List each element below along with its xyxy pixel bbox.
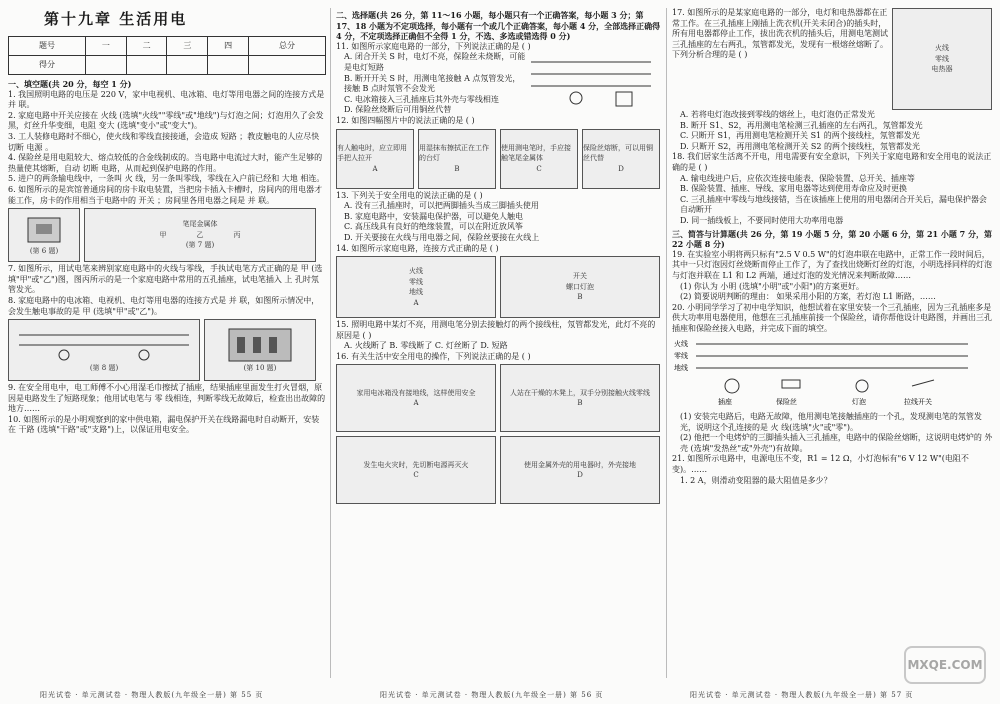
q16-figure-b (500, 364, 660, 432)
figure-7-subfigs (160, 230, 241, 241)
circuit-icon (14, 327, 194, 363)
option: B. 断开 S1、S2，再用测电笔检测三孔插座的左右两孔，氖管都发光 (680, 120, 923, 130)
option: D. 保险丝烧断后可用铜丝代替 (344, 105, 452, 115)
question-5: 5. 进户的两条输电线中，一条叫 火 线，另一条叫零线，零线在入户前已经和 大地 相连。 (8, 174, 325, 184)
score-header: 二 (126, 37, 167, 56)
question-6: 6. 如图所示的是宾馆普通房间的房卡取电装置，当把房卡插入卡槽时，房间内的用电器才能工作，房卡的作用相当于电路中的 开关 ；房间里各用电器之间是 并 联。 (8, 184, 323, 205)
component-label: 开关 (573, 272, 587, 281)
component-label: 电热器 (931, 65, 953, 74)
fig-letter: A (413, 298, 419, 307)
figure-row-8-10 (8, 319, 326, 381)
breaker-box-icon (225, 327, 295, 363)
score-row-label: 得分 (9, 56, 86, 75)
fig-letter: C (413, 471, 419, 480)
option: B. 保险装置、插座、导线、家用电器等达到使用寿命应及时更换 (680, 184, 907, 194)
subfig-label: 丙 (233, 230, 241, 239)
score-header: 总分 (248, 37, 325, 56)
figure-7 (84, 208, 316, 262)
question-11: 11. 如图所示家庭电路的一部分，下列说法正确的是 ( ) (336, 41, 531, 51)
fig-caption: 用湿抹布擦拭正在工作的台灯 (419, 143, 489, 163)
question-19: 19. 在实验室小明将两只标有"2.5 V 0.5 W"的灯泡串联在电路中，正常工作一段时间后，其中一只灯泡因灯丝烧断而停止工作了，为了查找出烧断灯丝的灯泡，小明选择同样的灯泡与灯泡并联在 L1 和 L2 两端，通过灯泡的发光情况来判断故障…… (672, 249, 992, 280)
figure-10-label: (第 10 题) (243, 363, 277, 372)
figure-row-6-7 (8, 208, 326, 262)
fig-caption: 使用金属外壳的用电器时，外壳接地 (524, 460, 636, 469)
q14-figure-a (336, 256, 496, 318)
fig-caption: 发生电火灾时，先切断电源再灭火 (363, 460, 469, 469)
option: C. 高压线具有良好的绝缘装置，可以在附近放风筝 (344, 222, 523, 232)
question-12: 12. 如图四幅图片中的说法正确的是 ( ) (336, 115, 475, 125)
section-header: 三、简答与计算题(共 26 分，第 19 小题 5 分，第 20 小题 6 分，第 21 小题 7 分，第 22 小题 8 分) (672, 228, 993, 250)
sub-question: (2) 简要说明判断的理由： 如果采用小阳的方案，若灯泡 L1 断路，…… (680, 292, 936, 302)
wire-label: 火线 (409, 266, 423, 275)
q17-block (672, 8, 994, 110)
option: A. 若将电灯泡改接到零线的熔丝上，电灯泡仍正常发光 (680, 110, 875, 119)
q17-text (672, 8, 892, 110)
fig-letter: B (454, 164, 460, 173)
circuit-diagram (672, 336, 972, 406)
figure-8 (8, 319, 200, 381)
component-label: 螺口灯泡 (566, 282, 594, 291)
sub-question: 1. 2 A，则滑动变阻器的最大阻值是多少？ (680, 475, 832, 485)
section-header: 二、选择题(共 26 分，第 11～16 小题，每小题只有一个正确答案，每小题 3 分；第 17、18 小题为不定项选择，每小题有一个或几个正确答案，每小题 4 分，全部选择正确得 4 分，不定项选择正确但不全得 1 分，不选、多选或错选得 0 分) (336, 10, 661, 42)
option: C. 只断开 S1，再用测电笔检测开关 S1 的两个接线柱，氖管都发光 (680, 131, 920, 141)
score-cell[interactable] (248, 56, 325, 75)
q14-figure-b (500, 256, 660, 318)
fig-letter: D (577, 471, 583, 480)
score-header: 三 (167, 37, 208, 56)
component-label: 灯泡 (852, 398, 866, 407)
option: A. 火线断了 B. 零线断了 C. 灯丝断了 D. 短路 (344, 341, 508, 351)
fig-letter: C (536, 164, 542, 173)
subfig-label: 甲 (159, 230, 167, 239)
question-9: 9. 在安全用电中，电工师傅不小心用湿毛巾擦拭了插座，结果插座里面发生打火冒烟，原因是电路发生了短路现象；他用试电笔与 零 线相连，判断零线无故障后，检查出出故障的地方…… (8, 383, 326, 414)
option: B. 断开开关 S 时，用测电笔接触 A 点氖管发光，接触 B 点时氖管不会发光 (344, 73, 521, 94)
fig-letter: A (372, 164, 378, 173)
page-footer: 阳光试卷 · 单元测试卷 · 物理人教版(九年级全一册) 第 55 页 (40, 691, 264, 699)
q16-figures (336, 364, 662, 504)
fig-caption: 保险丝熔断，可以用铜丝代替 (583, 143, 653, 163)
fig-caption: 家用电冰箱没有接地线，这样使用安全 (356, 388, 476, 397)
component-label: 保险丝 (776, 398, 797, 407)
circuit-diagram (526, 52, 656, 112)
page-footer: 阳光试卷 · 单元测试卷 · 物理人教版(九年级全一册) 第 56 页 (380, 691, 604, 699)
question-20: 20. 小明同学学习了初中电学知识，他想试着在家里安装一个三孔插座，因为三孔插座多是供大功率用电器使用，他想在三孔插座前接一个保险丝，请你帮他设计电路图，并画出三孔插座和保险丝接入电路，并完成下面的填空。 (672, 302, 992, 333)
sub-question: (2) 他把一个电烤炉的三脚插头插入三孔插座，电路中的保险丝熔断，这说明电烤炉的 外壳 (选填"发热丝"或"外壳")有故障。 (680, 433, 993, 453)
score-cell[interactable] (126, 56, 167, 75)
q12-figures (336, 129, 662, 189)
fig-caption: 有人触电时，应立即用手把人拉开 (337, 143, 407, 163)
score-header: 题号 (9, 37, 86, 56)
wire-label: 地线 (674, 364, 688, 373)
chapter-title: 第十九章 生活用电 (44, 10, 188, 28)
option: C. 电冰箱接入三孔插座后其外壳与零线相连 (344, 94, 499, 104)
q16-figure-c (336, 436, 496, 504)
fig-letter: B (577, 293, 583, 302)
figure-6-label: (第 6 题) (29, 246, 59, 255)
question-15: 15. 照明电路中某灯不亮，用测电笔分别去接触灯的两个接线柱，氖管都发光，此灯不亮的原因是 ( ) (336, 320, 656, 340)
wire-label: 火线 (935, 44, 949, 53)
q20-circuit (672, 336, 994, 410)
option: B. 家庭电路中，安装漏电保护器，可以避免人触电 (344, 211, 523, 221)
option: D. 只断开 S2，再用测电笔检测开关 S2 的两个接线柱，氖管都发光 (680, 141, 920, 151)
sub-question: (1) 你认为 小明 (选填"小明"或"小阳")的方案更好。 (680, 281, 864, 291)
fig-caption: 使用测电笔时，手应接触笔尾金属体 (501, 143, 571, 163)
column-middle (336, 8, 662, 682)
question-17: 17. 如图所示的是某家庭电路的一部分，电灯和电热器都在正常工作。在三孔插座上刚插上洗衣机(开关未闭合)的插头时，所有用电器都停止工作，拔出洗衣机的插头后，用测电笔测试三孔插座的左右两孔，氖管都发光，发现有一根熔丝熔断了。下列分析合理的是 ( ) (672, 8, 888, 60)
figure-10 (204, 319, 316, 381)
option: D. 开关要接在火线与用电器之间，保险丝要接在火线上 (344, 232, 540, 242)
q16-figure-a (336, 364, 496, 432)
fig-letter: A (413, 399, 419, 408)
q12-figure-a (336, 129, 414, 189)
option: A. 输电线进户后，应依次连接电能表、保险装置、总开关、插座等 (680, 173, 915, 183)
column-divider (330, 8, 331, 678)
question-21: 21. 如图所示电路中，电源电压不变，R1 = 12 Ω，小灯泡标有"6 V 12 W"(电阻不变)。…… (672, 454, 969, 475)
option: D. 同一插线板上，不要同时使用大功率用电器 (680, 215, 844, 225)
card-slot-icon (24, 214, 64, 246)
watermark-logo: MXQE.COM (904, 646, 986, 684)
wire-label: 零线 (674, 352, 688, 361)
component-label: 插座 (718, 398, 732, 407)
q12-figure-b (418, 129, 496, 189)
score-header: 四 (208, 37, 249, 56)
question-4: 4. 保险丝是用电阻较大、熔点较低的合金线制成的。当电路中电流过大时，能产生足够的热量使其熔断，自动 切断 电路，从而起到保护电路的作用。 (8, 153, 323, 173)
fig-letter: D (618, 164, 624, 173)
option: A. 没有三孔插座时，可以把两脚插头当成三脚插头使用 (344, 201, 539, 211)
wire-label: 火线 (674, 340, 688, 349)
q12-figure-c (500, 129, 578, 189)
option: A. 闭合开关 S 时，电灯不亮，保险丝未烧断，可能是电灯短路 (344, 52, 526, 72)
figure-7-caption: 笔尾金属体 (182, 220, 218, 229)
option: C. 三孔插座中零线与地线接错，当在该插座上使用的用电器闭合开关后，漏电保护器会自动断开 (680, 194, 987, 215)
wire-label: 零线 (409, 277, 423, 286)
q12-figure-d (582, 129, 660, 189)
subfig-label: 乙 (196, 230, 204, 239)
fig-caption: 人站在干燥的木凳上，双手分别接触火线零线 (510, 388, 650, 397)
score-header: 一 (85, 37, 126, 56)
wire-label: 零线 (935, 54, 949, 63)
fig-letter: B (577, 399, 583, 408)
sub-question: (1) 安装完电路后，电路无故障，他用测电笔接触插座的一个孔，发现测电笔的氖管发光，说明这个孔连接的是 火 线(选填"火"或"零")。 (680, 412, 982, 432)
wire-label: 地线 (409, 288, 423, 297)
question-2: 2. 家庭电路中开关应接在 火线 (选填"火线""零线"或"地线")与灯泡之间；灯泡用久了会发黑，灯丝升华变细，电阻 变大 (选填"变小"或"变大")。 (8, 110, 324, 131)
figure-8-label: (第 8 题) (89, 363, 119, 372)
q14-figures (336, 256, 662, 318)
question-18: 18. 我们居家生活离不开电，用电需要有安全意识，下列关于家庭电路和安全用电的说法正确的是 ( ) (672, 152, 992, 172)
figure-6 (8, 208, 80, 262)
component-label: 拉线开关 (904, 398, 932, 407)
question-8: 8. 家庭电路中的电冰箱、电视机、电灯等用电器的连接方式是 并 联，如图所示情况中，会发生触电事故的是 甲 (选填"甲"或"乙")。 (8, 295, 320, 316)
column-right (672, 8, 994, 682)
question-14: 14. 如图所示家庭电路，连接方式正确的是 ( ) (336, 243, 499, 253)
question-13: 13. 下列关于安全用电的说法正确的是 ( ) (336, 190, 483, 200)
question-10: 10. 如图所示的是小明观察到的家中供电箱，漏电保护开关在线路漏电时自动断开，安装在 干路 (选填"干路"或"支路")上，以保证用电安全。 (8, 414, 320, 435)
q11-options (336, 52, 526, 116)
q16-figure-d (500, 436, 660, 504)
question-7: 7. 如图所示，用试电笔来辨别家庭电路中的火线与零线，手执试电笔方式正确的是 甲 (选填"甲"或"乙")图，图丙所示的是一个家庭电路中常用的五孔插座，试电笔插入 上 孔时氖管发光。 (8, 264, 323, 295)
section-header: 一、填空题(共 20 分，每空 1 分) (8, 79, 132, 89)
column-divider (666, 8, 667, 678)
question-3: 3. 工人装修电路时不细心，使火线和零线直接接通，会造成 短路 ；教皮触电的人应尽快切断 电源 。 (8, 131, 320, 152)
figure-7-label: (第 7 题) (185, 241, 215, 250)
score-cell[interactable] (167, 56, 208, 75)
question-1: 1. 我国照明电路的电压是 220 V，家中电视机、电冰箱、电灯等用电器之间的连接方式是 并 联。 (8, 89, 325, 110)
question-16: 16. 有关生活中安全用电的操作，下列说法正确的是 ( ) (336, 351, 531, 361)
page-footer: 阳光试卷 · 单元测试卷 · 物理人教版(九年级全一册) 第 57 页 (690, 691, 914, 699)
column-left (8, 8, 326, 682)
q17-figure (892, 8, 992, 110)
score-cell[interactable] (208, 56, 249, 75)
score-table (8, 36, 326, 75)
q11-block (336, 52, 662, 116)
score-cell[interactable] (85, 56, 126, 75)
